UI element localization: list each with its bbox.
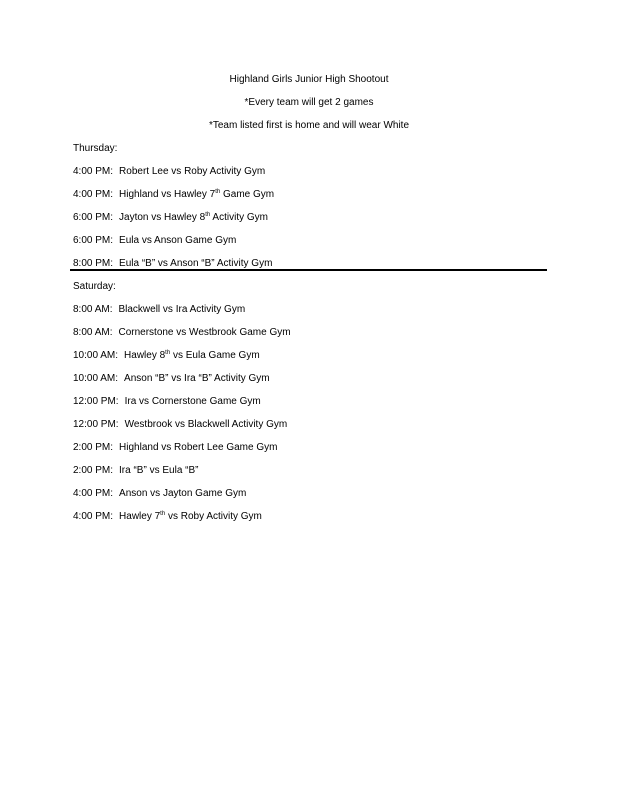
game-row <box>73 511 291 534</box>
game-time: 10:00 AM: <box>73 350 119 361</box>
game-time: 2:00 PM: <box>73 442 114 453</box>
game-matchup: Eula vs Anson Game Gym <box>119 235 237 246</box>
game-row <box>73 304 291 327</box>
game-matchup: Ira “B” vs Eula “B” <box>119 465 199 476</box>
game-matchup: Highland vs Hawley 7 <box>119 189 216 200</box>
ordinal-suffix: th <box>215 189 221 195</box>
game-matchup: Hawley 8 <box>124 350 166 361</box>
game-matchup-rest: vs Roby Activity Gym <box>165 511 262 522</box>
game-row <box>73 166 274 189</box>
day-heading-saturday: Saturday: <box>73 281 116 292</box>
game-time: 8:00 AM: <box>73 327 113 338</box>
game-matchup: Cornerstone vs Westbrook Game Gym <box>118 327 291 338</box>
game-row <box>73 235 274 258</box>
game-time: 2:00 PM: <box>73 465 114 476</box>
game-time: 6:00 PM: <box>73 235 114 246</box>
game-matchup: Eula “B” vs Anson “B” Activity Gym <box>119 258 273 269</box>
game-time: 4:00 PM: <box>73 488 114 499</box>
game-time: 12:00 PM: <box>73 396 119 407</box>
game-matchup-rest: Activity Gym <box>210 212 268 223</box>
game-matchup: Anson vs Jayton Game Gym <box>119 488 247 499</box>
game-matchup-rest: vs Eula Game Gym <box>170 350 260 361</box>
game-matchup: Jayton vs Hawley 8 <box>119 212 206 223</box>
game-row <box>73 442 291 465</box>
game-matchup: Westbrook vs Blackwell Activity Gym <box>124 419 288 430</box>
game-time: 4:00 PM: <box>73 166 114 177</box>
ordinal-suffix: th <box>205 212 211 218</box>
game-matchup: Highland vs Robert Lee Game Gym <box>119 442 278 453</box>
game-row <box>73 488 291 511</box>
game-matchup: Robert Lee vs Roby Activity Gym <box>119 166 266 177</box>
document-title: Highland Girls Junior High Shootout <box>229 74 389 85</box>
game-time: 10:00 AM: <box>73 373 119 384</box>
game-matchup: Anson “B” vs Ira “B” Activity Gym <box>124 373 270 384</box>
note-home-team: *Team listed first is home and will wear White <box>208 120 410 131</box>
game-time: 8:00 PM: <box>73 258 114 269</box>
game-row <box>73 212 274 235</box>
game-matchup: Blackwell vs Ira Activity Gym <box>118 304 246 315</box>
saturday-games-list <box>73 304 291 534</box>
section-divider <box>70 269 547 271</box>
game-row <box>73 189 274 212</box>
game-row <box>73 465 291 488</box>
game-matchup-rest: Game Gym <box>220 189 275 200</box>
ordinal-suffix: th <box>160 511 166 517</box>
note-two-games: *Every team will get 2 games <box>244 97 374 108</box>
game-matchup: Hawley 7 <box>119 511 161 522</box>
day-heading-thursday: Thursday: <box>73 143 118 154</box>
game-row <box>73 419 291 442</box>
game-row <box>73 373 291 396</box>
game-matchup: Ira vs Cornerstone Game Gym <box>124 396 261 407</box>
ordinal-suffix: th <box>165 350 171 356</box>
game-row <box>73 350 291 373</box>
game-time: 6:00 PM: <box>73 212 114 223</box>
game-time: 4:00 PM: <box>73 189 114 200</box>
game-time: 4:00 PM: <box>73 511 114 522</box>
thursday-games-list <box>73 166 274 281</box>
game-time: 8:00 AM: <box>73 304 113 315</box>
game-row <box>73 396 291 419</box>
game-row <box>73 327 291 350</box>
game-time: 12:00 PM: <box>73 419 119 430</box>
